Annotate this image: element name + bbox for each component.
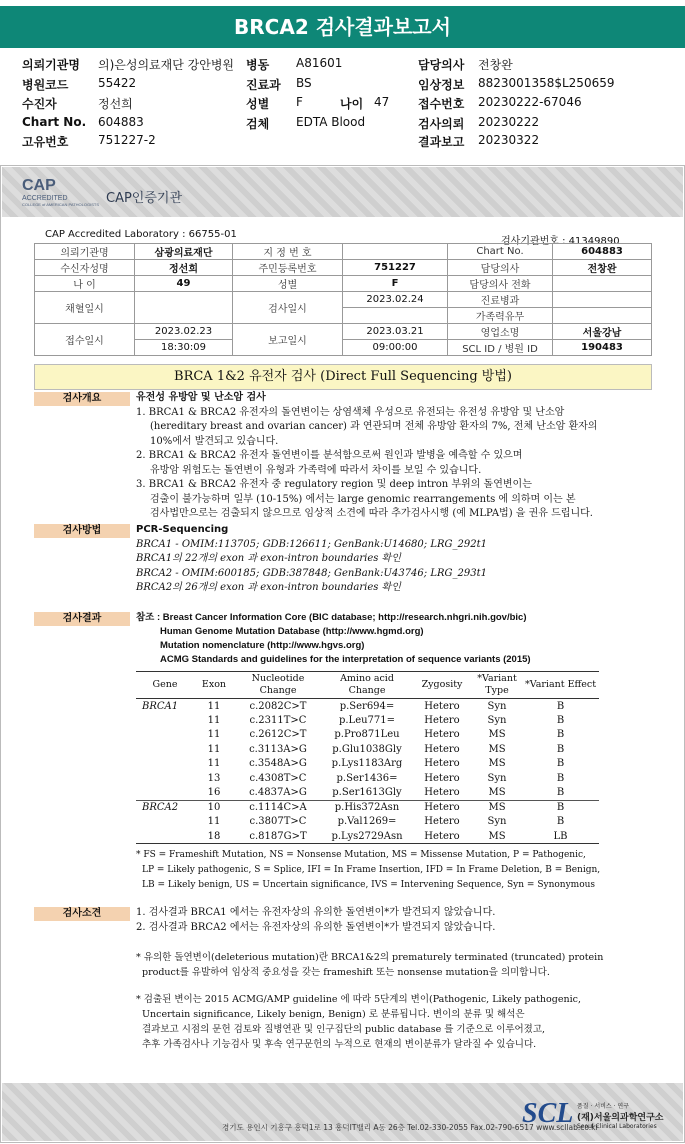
info-patient-label: 수신자성명 [35,260,135,276]
cell-exon: 13 [207,772,221,784]
cell-variant-type: Syn [487,816,507,828]
clinical-value: 8823001358$L250659 [478,76,615,90]
receipt-label: 접수번호 [418,97,465,111]
cell-variant-type: MS [488,758,506,770]
cell-gene [136,757,194,772]
cell-variant-type: MS [488,743,506,755]
cell-gene: BRCA1 [142,700,179,712]
doctor-value: 전창완 [478,58,513,72]
patient-header [0,54,685,154]
cell-variant-type: MS [472,800,522,815]
variant-row [136,815,599,830]
overview-line: (hereditary breast and ovarian cancer) 과 연관되며 전체 유방암 환자의 7%, 전체 난소암 환자의 [150,421,598,432]
cell-exon: 11 [207,743,221,755]
cell-variant-type: Syn [487,700,507,712]
cell-nucleotide: c.3548A>G [249,758,307,770]
variant-row [136,786,599,801]
cell-nucleotide: c.1114C>A [234,800,322,815]
doctor-label: 담당의사 [418,58,465,72]
cell-variant-type: MS [488,787,506,798]
cap-certified-label: CAP인증기관 [106,191,183,206]
info-designated-label: 지 정 번 호 [233,244,343,260]
cell-amino-acid: p.Leu771= [338,714,396,726]
cell-zygosity: Hetero [424,714,460,726]
reference-list [136,611,531,667]
info-rrn-value: 751227 [343,260,448,276]
info-family-label: 가족력유무 [448,308,553,324]
cell-variant-effect: B [556,772,565,784]
method-line: BRCA2의 26개의 exon 과 exon-intron boundaries 확인 [136,582,401,593]
cell-nucleotide: c.2612C>T [249,729,307,741]
overview-line: 검사법만으로는 검출되지 않으므로 임상적 소견에 따라 추가검사시행 (예 MLPA법) 을 권유 드립니다. [150,508,593,519]
cell-amino-acid: p.Ser1613Gly [332,787,402,798]
chart-value: 604883 [98,115,144,129]
info-report-label: 보고일시 [233,324,343,356]
col-variant-effect: *Variant Effect [522,672,599,699]
institution-label: 의뢰기관명 [22,58,80,72]
cell-gene [136,771,194,786]
scl-lab-name [577,1101,663,1130]
cell-amino-acid: p.Pro871Leu [334,729,400,741]
info-chart-value: 604883 [553,244,652,260]
specimen-value: EDTA Blood [296,115,366,129]
info-phone-label: 담당의사 전화 [448,276,553,292]
note-line: product를 유발하여 임상적 중요성을 갖는 frameshift 또는 nonsense mutation을 의미합니다. [142,967,550,978]
scl-logo: SCL [522,1098,574,1129]
cell-exon: 10 [194,800,234,815]
variant-row [136,771,599,786]
cell-variant-effect: LB [553,830,568,842]
sex-label: 성별 [246,97,270,111]
info-family-value [553,308,652,324]
note-line: * 검출된 변이는 2015 ACMG/AMP guideline 에 따라 5단계의 변이(Pathogenic, Likely pathogenic, [136,994,581,1005]
note-line: 추후 가족검사나 기능검사 및 후속 연구문헌의 누적으로 현재의 변이분류가 달라질 수 있습니다. [142,1039,537,1050]
col-variant-type: *Variant Type [472,672,522,699]
result-report-value: 20230322 [478,133,540,147]
reference-line: Human Genome Mutation Database (http://www.hgmd.org) [160,626,424,637]
cell-variant-effect: B [556,743,565,755]
method-heading: PCR-Sequencing [136,524,229,535]
cell-zygosity: Hetero [424,758,460,770]
cell-exon: 16 [207,787,221,798]
dept-value: BS [296,76,312,90]
cell-variant-type: Syn [487,772,507,784]
variant-row [136,742,599,757]
col-gene: Gene [136,672,194,699]
scanned-report [0,165,685,1143]
variant-row [136,728,599,743]
info-office-label: 영업소명 [448,324,553,340]
result-section-label: 검사결과 [34,612,130,626]
cap-header-band [2,167,683,217]
cell-variant-type: Syn [487,714,507,726]
legend-line: LB = Likely benign, US = Uncertain significance, IVS = Intervening Sequence, Syn = Synonymous [142,880,596,890]
overview-section-label: 검사개요 [34,392,130,406]
method-line: BRCA1 - OMIM:113705; GDB:126611; GenBank:U14680; LRG_292t1 [136,538,487,550]
age-label: 나이 [340,97,364,111]
unique-label: 고유번호 [22,135,69,149]
deleterious-note [136,950,603,980]
info-rrn-label: 주민등록번호 [233,260,343,276]
info-designated-value [343,244,448,260]
variant-row [136,800,599,815]
method-line: BRCA2 - OMIM:600185; GDB:387848; GenBank:U43746; LRG_293t1 [136,567,487,579]
cell-amino-acid: p.Ser1436= [336,772,398,784]
info-patient-value: 정선희 [135,260,233,276]
info-receipt-date: 2023.02.23 [135,324,233,340]
legend-line: LP = Likely pathogenic, S = Splice, IFI = In Frame Insertion, IFD = In Frame Deletion, B = Benign, [142,865,601,875]
overview-line: 유방암 위험도는 돌연변이 유형과 가족력에 따라서 차이를 보일 수 있습니다. [150,464,482,476]
receipt-value: 20230222-67046 [478,95,582,109]
age-value: 47 [374,95,390,109]
overview-body [136,391,597,522]
lab-footer-band [2,1083,683,1141]
info-phone-value [553,276,652,292]
chart-label: Chart No. [22,115,87,129]
info-clinic-label: 진료병과 [448,292,553,308]
cell-amino-acid: p.Lys1183Arg [331,758,403,770]
col-amino-acid: Amino acid Change [322,672,412,699]
info-doctor-value: 전창완 [553,260,652,276]
cell-nucleotide: c.2082C>T [249,700,307,712]
cell-nucleotide: c.3807T>C [249,816,307,828]
info-inst-value: 삼광의료재단 [135,244,233,260]
dept-label: 진료과 [246,78,281,92]
info-office-value: 서울강남 [553,324,652,340]
info-test-value: 2023.02.24 [343,292,448,308]
cell-variant-effect: B [556,787,565,798]
overview-line: 1. BRCA1 & BRCA2 유전자의 돌연변이는 상염색체 우성으로 유전되는 유전성 유방암 및 난소암 [136,406,565,418]
cell-zygosity: Hetero [424,816,460,828]
cell-amino-acid: p.His372Asn [322,800,412,815]
info-report-date: 2023.03.21 [343,324,448,340]
cap-logo-text: CAP [22,177,56,194]
cell-variant-type: MS [488,729,506,741]
cell-variant-effect: B [522,800,599,815]
note-line: 결과보고 시점의 문헌 검토와 질병연관 및 인구집단의 public database 를 기준으로 이루어졌고, [142,1024,546,1035]
cell-variant-effect: B [556,816,565,828]
cell-nucleotide: c.2311T>C [249,714,307,726]
request-info-table [34,243,652,356]
scl-tagline: 품질 · 서비스 · 연구 [577,1103,630,1110]
cell-zygosity: Hetero [424,772,460,784]
info-age-label: 나 이 [35,276,135,292]
request-value: 20230222 [478,115,540,129]
variant-legend [136,848,600,893]
cell-zygosity: Hetero [424,743,460,755]
info-inst-label: 의뢰기관명 [35,244,135,260]
info-sex-label: 성별 [233,276,343,292]
cell-nucleotide: c.3113A>G [249,743,307,755]
overview-line: 10%에서 발견되고 있습니다. [150,435,279,447]
variant-row [136,713,599,728]
classification-note [136,992,581,1052]
cell-variant-effect: B [556,700,565,712]
cell-amino-acid: p.Ser694= [339,700,395,712]
info-collect-value [135,292,233,324]
cell-exon: 11 [207,758,221,770]
overview-line: 검출이 불가능하며 일부 (10-15%) 에서는 large genomic rearrangements 에 의하며 이는 본 [150,493,576,505]
info-scl-label: SCL ID / 병원 ID [448,340,553,356]
opinion-body [136,905,495,935]
overview-line: 3. BRCA1 & BRCA2 유전자 중 regulatory region 및 deep intron 부위의 돌연변이는 [136,479,532,490]
report-title-banner: BRCA2 검사결과보고서 [0,6,685,48]
cap-logo [22,177,99,207]
note-line: Uncertain significance, Likely benign, Benign) 로 분류됩니다. 변이의 분류 및 해석은 [142,1009,525,1020]
cell-gene [136,829,194,844]
patient-value: 정선희 [98,97,133,111]
info-chart-label: Chart No. [448,244,553,260]
cell-amino-acid: p.Lys2729Asn [331,830,403,842]
opinion-line: 1. 검사결과 BRCA1 에서는 유전자상의 유의한 돌연변이*가 발견되지 않았습니다. [136,907,496,918]
clinical-label: 임상정보 [418,78,465,92]
cell-variant-effect: B [556,729,565,741]
variant-table [136,671,599,844]
cell-zygosity: Hetero [412,800,472,815]
cell-gene [136,742,194,757]
note-line: * 유의한 돌연변이(deleterious mutation)란 BRCA1&2의 prematurely terminated (truncated) protein [136,952,604,963]
cap-logo-small: COLLEGE of AMERICAN PATHOLOGISTS [22,202,99,207]
col-zygosity: Zygosity [412,672,472,699]
variant-row [136,757,599,772]
hospital-code-value: 55422 [98,76,137,90]
info-test-label: 검사일시 [233,292,343,324]
variant-row [136,829,599,844]
info-receipt-time: 18:30:09 [135,340,233,356]
opinion-section-label: 검사소견 [34,907,130,921]
method-body [136,523,487,596]
info-scl-value: 190483 [553,340,652,356]
agency-number: 검사기관번호 : 41349890 [501,236,620,247]
info-age-value: 49 [135,276,233,292]
cell-exon: 11 [207,700,221,712]
cell-exon: 18 [207,830,221,842]
method-line: BRCA1의 22개의 exon 과 exon-intron boundaries 확인 [136,553,401,564]
info-collect-label: 채혈일시 [35,292,135,324]
info-receipt-label: 접수일시 [35,324,135,356]
info-report-time: 09:00:00 [343,340,448,356]
cap-logo-sub: ACCREDITED [22,195,68,202]
cell-gene: BRCA2 [136,800,194,815]
cell-amino-acid: p.Glu1038Gly [332,743,402,755]
cell-zygosity: Hetero [424,830,460,842]
cell-gene [136,728,194,743]
unique-value: 751227-2 [98,133,156,147]
result-report-label: 결과보고 [418,135,465,149]
hospital-code-label: 병원코드 [22,78,69,92]
info-clinic-value [553,292,652,308]
cell-variant-effect: B [556,758,565,770]
cell-variant-type: MS [488,830,506,842]
reference-line: ACMG Standards and guidelines for the interpretation of sequence variants (2015) [160,654,531,665]
scl-name-en: Seoul Clinical Laboratories [577,1123,657,1130]
ward-label: 병동 [246,58,270,72]
info-doctor-label: 담당의사 [448,260,553,276]
cell-nucleotide: c.4837A>G [249,787,307,798]
legend-line: * FS = Frameshift Mutation, NS = Nonsense Mutation, MS = Missense Mutation, P = Pathogenic, [136,850,586,860]
cell-gene [136,815,194,830]
cell-zygosity: Hetero [424,787,460,798]
variant-row [136,699,599,714]
sex-value: F [296,95,303,109]
cell-exon: 11 [207,816,221,828]
patient-label: 수진자 [22,97,57,111]
cell-exon: 11 [207,714,221,726]
col-exon: Exon [194,672,234,699]
scl-name-ko: (재)서울의과학연구소 [577,1113,664,1123]
cell-nucleotide: c.4308T>C [249,772,307,784]
ward-value: A81601 [296,56,343,70]
reference-line: Mutation nomenclature (http://www.hgvs.org) [160,640,365,651]
institution-value: 의)은성의료재단 강안병원 [98,58,235,72]
info-sex-value: F [343,276,448,292]
specimen-label: 검체 [246,117,270,131]
test-title: BRCA 1&2 유전자 검사 (Direct Full Sequencing 방법) [34,364,652,390]
reference-line: 참조 : Breast Cancer Information Core (BIC database; http://research.nhgri.nih.gov/bic) [136,612,527,623]
overview-heading: 유전성 유방암 및 난소암 검사 [136,392,266,403]
cell-gene [136,713,194,728]
cell-gene [136,786,194,801]
cell-nucleotide: c.8187G>T [249,830,307,842]
cap-lab-number: CAP Accredited Laboratory : 66755-01 [45,229,237,240]
request-label: 검사의뢰 [418,117,465,131]
col-nucleotide: Nucleotide Change [234,672,322,699]
cell-amino-acid: p.Val1269= [337,816,397,828]
cell-exon: 11 [207,729,221,741]
cell-zygosity: Hetero [424,729,460,741]
method-section-label: 검사방법 [34,524,130,538]
overview-line: 2. BRCA1 & BRCA2 유전자 돌연변이를 분석함으로써 원인과 발병을 예측할 수 있으며 [136,450,523,461]
lab-address: 경기도 용인시 기흥구 흥덕1로 13 흥덕IT밸리 A동 26층 Tel.02-330-2055 Fax.02-790-6517 www.scllab.co.kr [222,1123,599,1132]
cell-variant-effect: B [556,714,565,726]
opinion-line: 2. 검사결과 BRCA2 에서는 유전자상의 유의한 돌연변이*가 발견되지 않았습니다. [136,922,496,933]
cell-zygosity: Hetero [424,700,460,712]
